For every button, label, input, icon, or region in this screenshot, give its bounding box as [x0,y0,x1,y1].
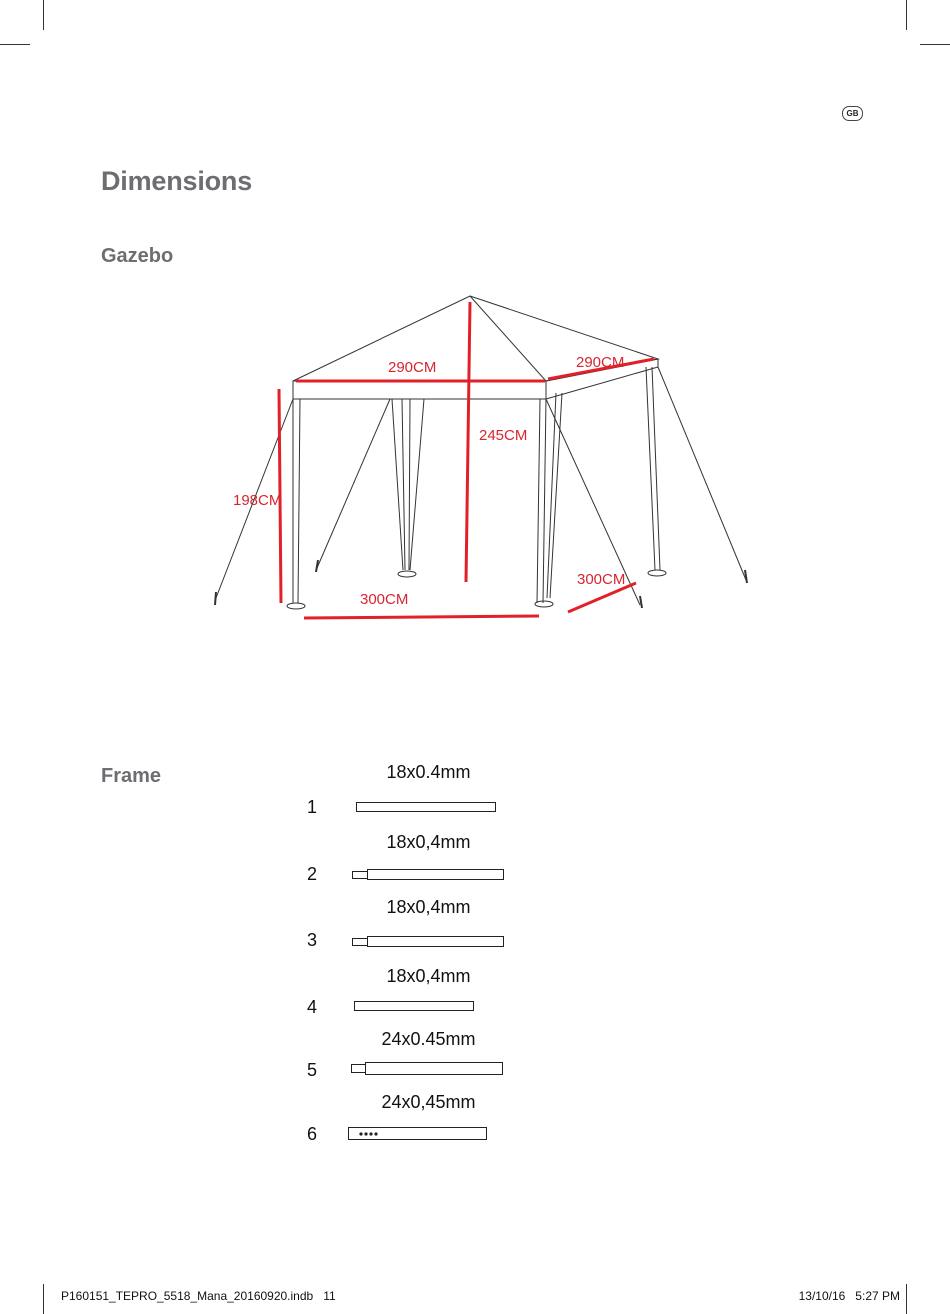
tube-drawing [354,1001,474,1011]
part-number: 5 [306,1060,317,1080]
footer-timestamp: 13/10/16 5:27 PM [798,1289,900,1303]
side-roof-width-label: 290CM [576,354,625,371]
front-roof-width-label: 290CM [388,359,437,376]
part-number: 4 [306,997,317,1017]
page-title: Dimensions [101,166,253,196]
part-number: 6 [306,1124,317,1144]
part-spec: 24x0.45mm [381,1029,476,1049]
part-spec: 18x0.4mm [386,762,471,782]
part-number: 3 [306,930,317,950]
tube-drawing [365,1062,503,1075]
tube-drawing-with-holes [348,1127,487,1140]
tube-drawing [367,936,504,947]
hole-dots [349,1128,488,1141]
crop-mark [43,1284,44,1314]
part-spec: 18x0,4mm [386,966,471,986]
frame-heading: Frame [101,765,162,787]
language-badge: GB [842,106,863,121]
total-height-label: 245CM [479,427,528,444]
part-number: 2 [306,864,317,884]
part-number: 1 [306,797,317,817]
tube-drawing [367,869,504,880]
gazebo-heading: Gazebo [101,245,174,267]
footer-file-info: P160151_TEPRO_5518_Mana_20160920.indb 11 [61,1289,336,1303]
tube-drawing [356,802,496,812]
part-spec: 18x0,4mm [386,832,471,852]
side-base-width-label: 300CM [577,571,626,588]
leg-height-label: 198CM [233,492,282,509]
part-spec: 24x0,45mm [381,1092,476,1112]
part-spec: 18x0,4mm [386,897,471,917]
gazebo-frame [215,296,747,609]
front-base-width-label: 300CM [360,591,409,608]
crop-mark [906,1284,907,1314]
